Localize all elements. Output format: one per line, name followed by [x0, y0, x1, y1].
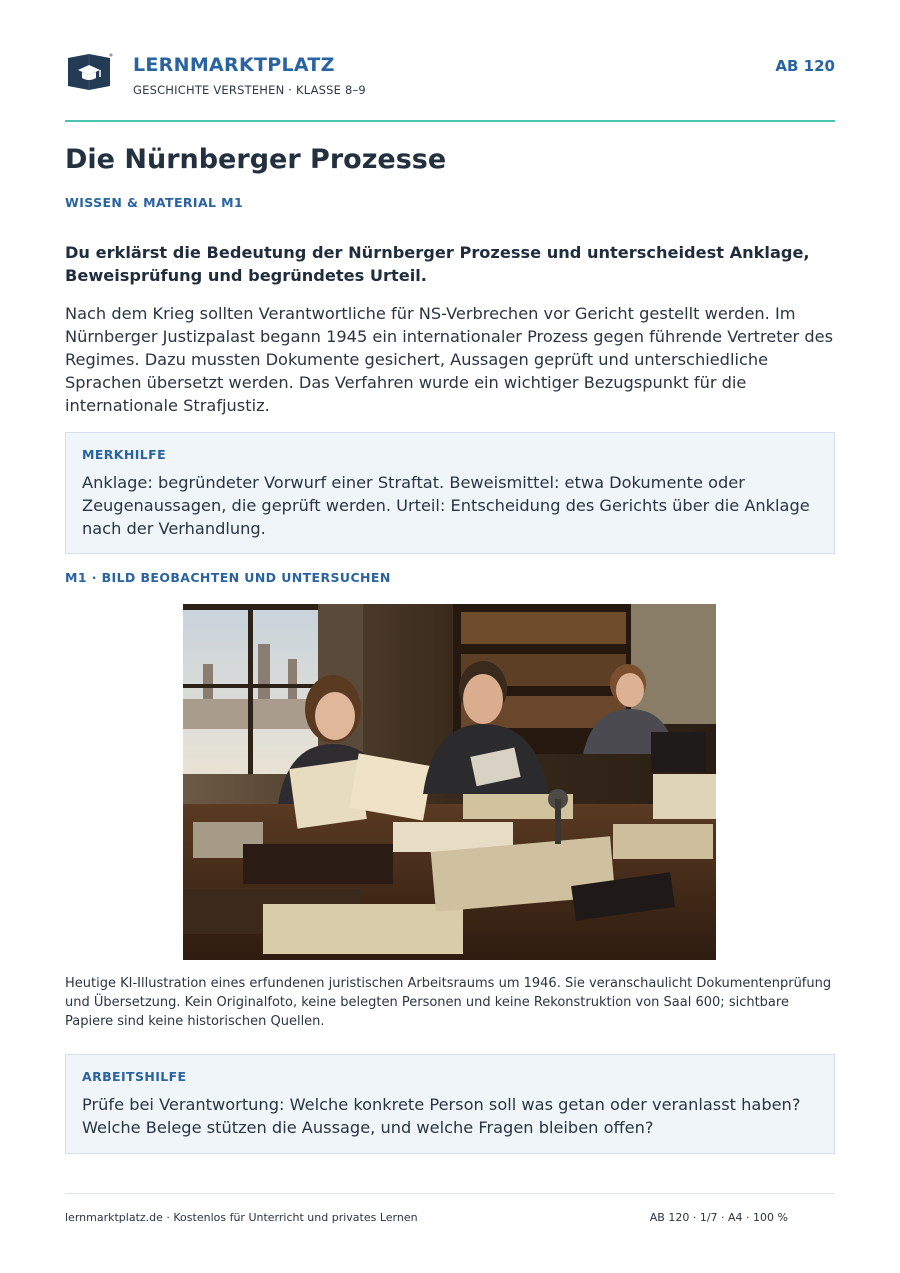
footer-site: lernmarktplatz.de · Kostenlos für Unterricht und privates Lernen: [65, 1211, 418, 1224]
merkhilfe-box: [65, 432, 835, 554]
arbeitshilfe-label: ARBEITSHILFE: [82, 1069, 187, 1084]
footer-divider: [65, 1193, 835, 1194]
footer-page-info: AB 120 · 1/7 · A4 · 100 %: [649, 1211, 788, 1224]
merkhilfe-label: MERKHILFE: [82, 447, 167, 462]
merkhilfe-text: Anklage: begründeter Vorwurf einer Straftat. Beweismittel: etwa Dokumente oder Zeugenaussagen, die geprüft werden. Urteil: Entscheidung des Gerichts über die Anklage nach der Verhandlung.: [82, 473, 810, 538]
archive-illustration: [183, 604, 716, 960]
image-section-label: M1 · BILD BEOBACHTEN UND UNTERSUCHEN: [65, 570, 391, 585]
page-header: [65, 50, 835, 110]
graduation-cap-book-icon: [65, 52, 113, 94]
section-label: WISSEN & MATERIAL M1: [65, 195, 244, 210]
arbeitshilfe-text: Prüfe bei Verantwortung: Welche konkrete Person soll was getan oder veranlasst haben? Welche Belege stützen die Aussage, und welche Fragen bleiben offen?: [82, 1095, 801, 1137]
image-caption: Heutige KI-Illustration eines erfundenen juristischen Arbeitsraums um 1946. Sie veranschaulicht Dokumentenprüfung und Übersetzung. Kein Originalfoto, keine belegten Personen und keine Rekonstruktion von Saal 600; sichtbare Papiere sind keine historischen Quellen.: [65, 976, 832, 1029]
worksheet-code: AB 120: [775, 57, 835, 75]
arbeitshilfe-box: [65, 1054, 835, 1154]
brand-name: LERNMARKTPLATZ: [133, 54, 335, 76]
header-divider: [65, 120, 835, 122]
intro-text: Nach dem Krieg sollten Verantwortliche für NS-Verbrechen vor Gericht gestellt werden. Im Nürnberger Justizpalast begann 1945 ein internationaler Prozess gegen führende Vertreter des Regimes. Dazu mussten Dokumente gesichert, Aussagen geprüft und unterschiedliche Sprachen übersetzt werden. Das Verfahren wurde ein wichtiger Bezugspunkt für die internationale Strafjustiz.: [65, 304, 834, 415]
brand-subtitle: GESCHICHTE VERSTEHEN · KLASSE 8–9: [133, 83, 366, 97]
page-title: Die Nürnberger Prozesse: [65, 144, 447, 175]
learning-goal: Du erklärst die Bedeutung der Nürnberger Prozesse und unterscheidest Anklage, Beweisprüfung und begründetes Urteil.: [65, 243, 810, 285]
